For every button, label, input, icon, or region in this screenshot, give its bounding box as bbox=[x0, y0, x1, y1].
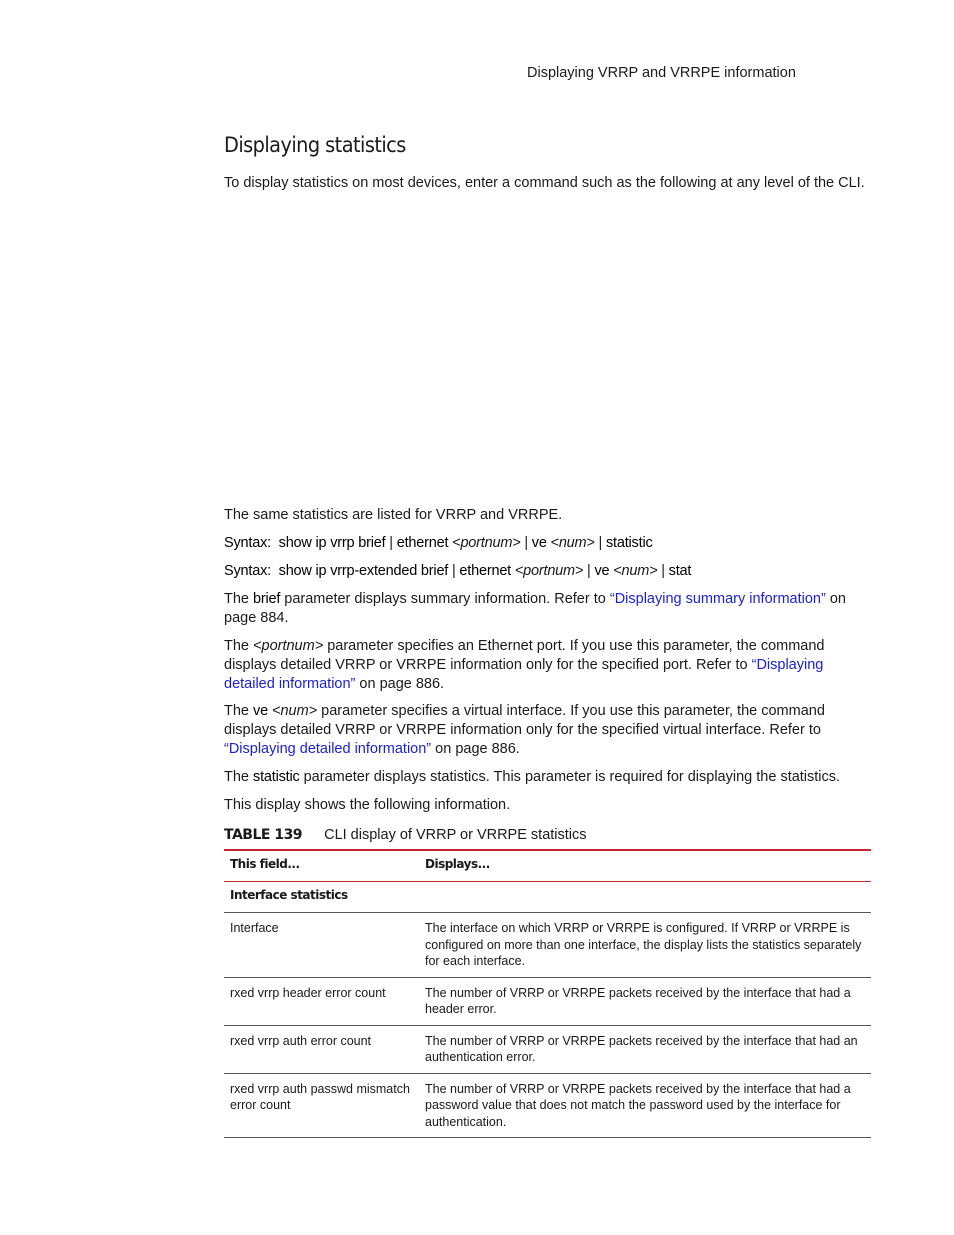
param-num: <num> bbox=[271, 703, 318, 719]
syntax-separator: | bbox=[389, 535, 393, 551]
description-cell: The number of VRRP or VRRPE packets received by the interface that had a header error. bbox=[419, 977, 871, 1025]
ve-description: parameter specifies a virtual interface. If you use this parameter, the command displays detailed VRRP or VRRPE information only for the specified virtual interface. Refer to bbox=[224, 703, 825, 738]
display-shows-paragraph: This display shows the following information. bbox=[224, 797, 511, 813]
keyword-brief: brief bbox=[253, 591, 281, 607]
brief-description: parameter displays summary information. Refer to bbox=[284, 591, 606, 607]
syntax-param-num: <num> bbox=[613, 563, 658, 579]
syntax-param-portnum: <portnum> bbox=[514, 563, 584, 579]
syntax-separator: | bbox=[598, 535, 603, 551]
table-header-row bbox=[224, 850, 871, 881]
param-portnum: <portnum> bbox=[253, 638, 324, 654]
table-row bbox=[224, 977, 871, 1025]
syntax-command: show ip vrrp-extended brief bbox=[278, 563, 449, 579]
ve-paragraph bbox=[224, 702, 874, 759]
word-the: The bbox=[224, 703, 249, 719]
syntax-keyword-ve: ve bbox=[531, 535, 547, 551]
syntax-separator: | bbox=[661, 563, 665, 579]
field-cell: rxed vrrp header error count bbox=[224, 977, 419, 1025]
link-displaying-detailed-information[interactable]: “Displaying detailed information” bbox=[224, 741, 432, 757]
syntax-separator: | bbox=[587, 563, 591, 579]
page-reference: on page 884. bbox=[224, 591, 846, 626]
description-cell: The number of VRRP or VRRPE packets received by the interface that had an authentication error. bbox=[419, 1025, 871, 1073]
keyword-ve: ve bbox=[253, 703, 268, 719]
keyword-statistic: statistic bbox=[253, 769, 300, 785]
table-row bbox=[224, 913, 871, 978]
syntax-keyword-statistic: statistic bbox=[605, 535, 653, 551]
word-the: The bbox=[224, 769, 249, 785]
syntax-line-vrrpe bbox=[224, 562, 691, 581]
page-reference: on page 886. bbox=[435, 741, 520, 757]
same-statistics-note: The same statistics are listed for VRRP and VRRPE. bbox=[224, 507, 563, 523]
section-title: Displaying statistics bbox=[224, 133, 406, 157]
syntax-separator: | bbox=[451, 563, 456, 579]
syntax-param-num: <num> bbox=[550, 535, 595, 551]
syntax-label: Syntax: bbox=[224, 535, 271, 551]
table-row bbox=[224, 1073, 871, 1138]
syntax-label: Syntax: bbox=[224, 563, 271, 579]
syntax-command: show ip vrrp brief bbox=[278, 535, 386, 551]
statistics-table bbox=[224, 849, 871, 1138]
portnum-description: parameter specifies an Ethernet port. If you use this parameter, the command displays detailed VRRP or VRRPE information only for the specified port. Refer to bbox=[224, 638, 825, 673]
word-the: The bbox=[224, 591, 249, 607]
syntax-keyword-ve: ve bbox=[594, 563, 610, 579]
brief-paragraph bbox=[224, 590, 874, 628]
field-cell: Interface bbox=[224, 913, 419, 978]
syntax-keyword-stat: stat bbox=[668, 563, 692, 579]
group-label: Interface statistics bbox=[224, 881, 419, 913]
table-number: TABLE 139 bbox=[224, 827, 303, 843]
word-the: The bbox=[224, 638, 249, 654]
portnum-paragraph bbox=[224, 637, 874, 694]
description-cell: The number of VRRP or VRRPE packets received by the interface that had a password value that does not match the password used by the interface for authentication. bbox=[419, 1073, 871, 1138]
running-header: Displaying VRRP and VRRPE information bbox=[527, 65, 796, 81]
syntax-line-vrrp bbox=[224, 534, 653, 553]
page-reference: on page 886. bbox=[359, 676, 445, 692]
column-header-displays: Displays... bbox=[419, 850, 871, 881]
table-caption-text: CLI display of VRRP or VRRPE statistics bbox=[324, 827, 587, 843]
intro-paragraph: To display statistics on most devices, enter a command such as the following at any level of the CLI. bbox=[224, 175, 865, 191]
description-cell: The interface on which VRRP or VRRPE is configured. If VRRP or VRRPE is configured on more than one interface, the display lists the statistics separately for each interface. bbox=[419, 913, 871, 978]
link-displaying-detailed-information[interactable]: “Displaying detailed information” bbox=[224, 657, 824, 692]
column-header-field: This field... bbox=[224, 850, 419, 881]
table-group-row bbox=[224, 881, 871, 913]
statistic-description: parameter displays statistics. This parameter is required for displaying the statistics. bbox=[303, 769, 841, 785]
group-empty-cell bbox=[419, 881, 871, 913]
syntax-param-portnum: <portnum> bbox=[452, 535, 521, 551]
table-caption bbox=[224, 827, 587, 843]
syntax-keyword-ethernet: ethernet bbox=[396, 535, 449, 551]
table-row bbox=[224, 1025, 871, 1073]
syntax-separator: | bbox=[524, 535, 528, 551]
statistic-paragraph bbox=[224, 768, 874, 787]
link-displaying-summary-information[interactable]: “Displaying summary information” bbox=[609, 591, 826, 607]
syntax-keyword-ethernet: ethernet bbox=[459, 563, 512, 579]
field-cell: rxed vrrp auth passwd mismatch error count bbox=[224, 1073, 419, 1138]
field-cell: rxed vrrp auth error count bbox=[224, 1025, 419, 1073]
